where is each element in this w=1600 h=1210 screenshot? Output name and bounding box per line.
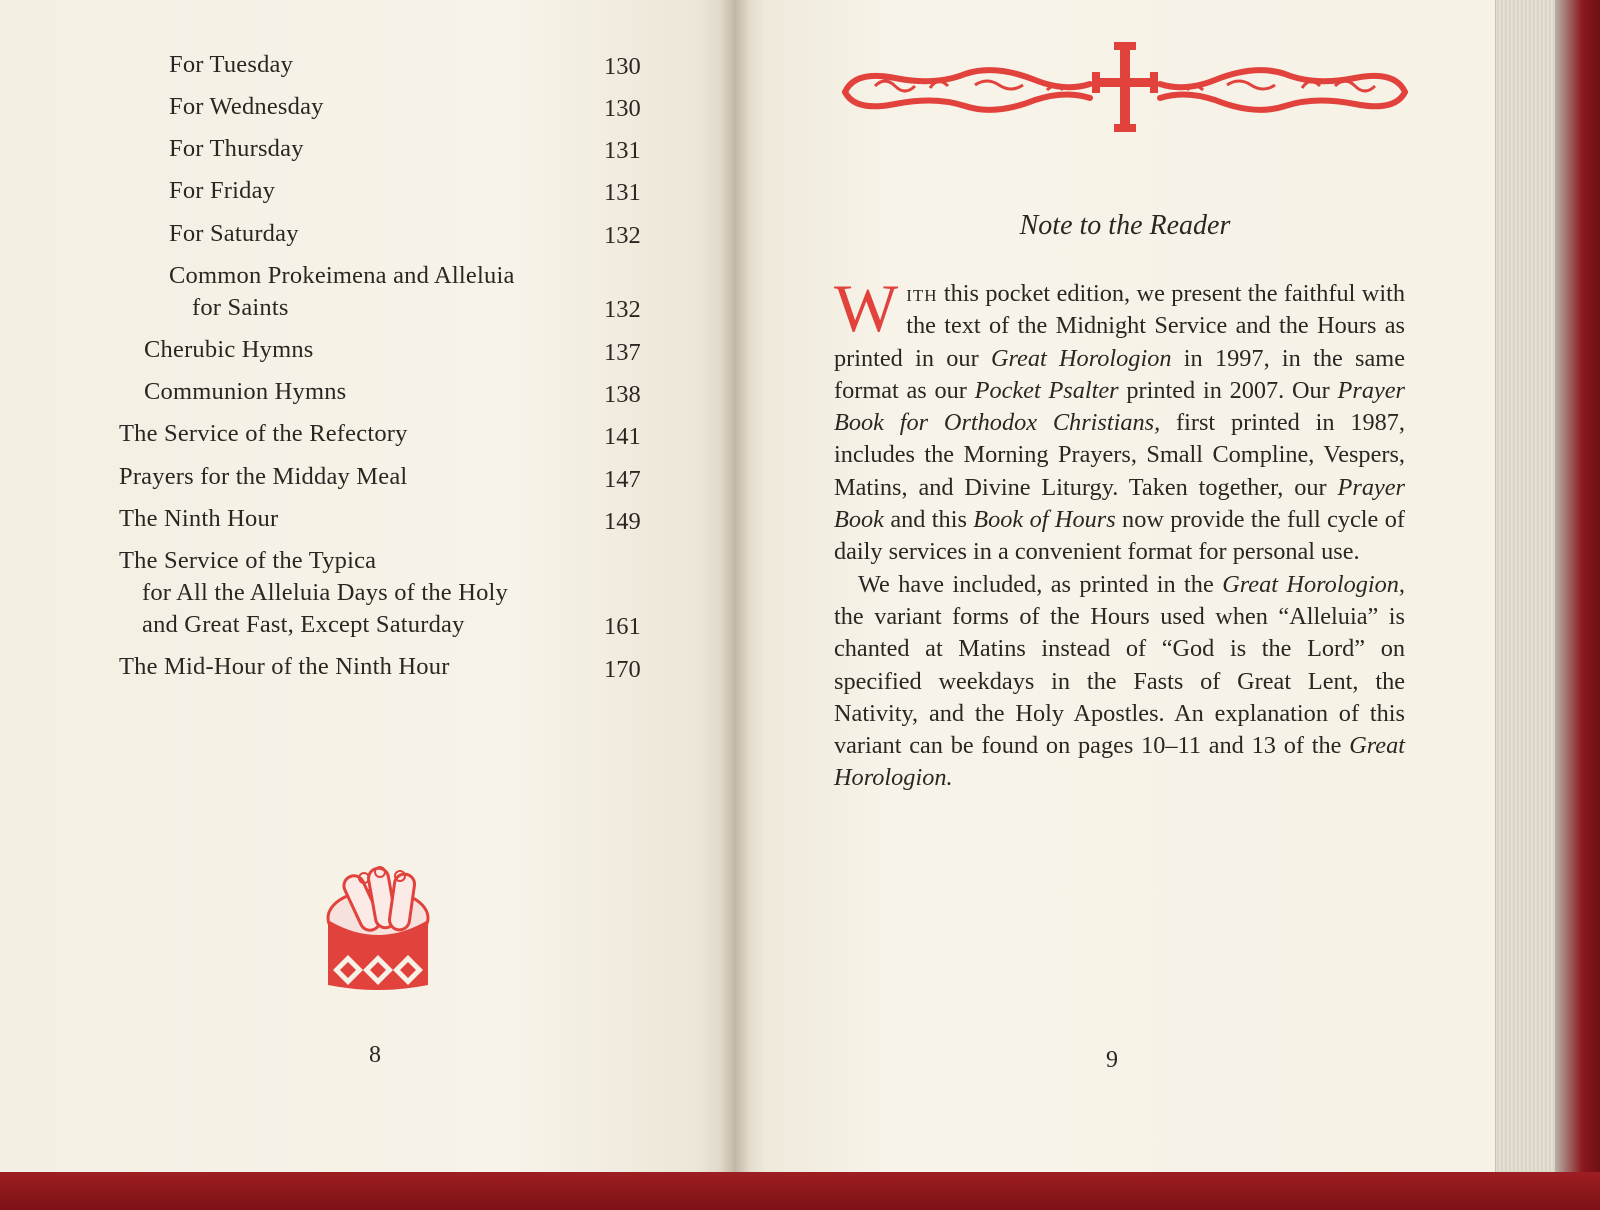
spine-shadow [720, 0, 750, 1172]
toc-entry-title-continued: for All the Alleluia Days of the Holy [142, 579, 508, 606]
note-body [834, 270, 1405, 795]
toc-entry-title: For Friday [169, 177, 276, 204]
toc-entry-title: Cherubic Hymns [144, 336, 314, 363]
text-run: and this [883, 506, 974, 534]
text-run: now provide the full cycle of daily services in a convenient format for personal use. [834, 506, 1405, 566]
toc-entry-title: The Mid-Hour of the Ninth Hour [119, 653, 450, 680]
toc-entry-title: For Wednesday [169, 93, 324, 120]
lead-words: ith [906, 280, 938, 307]
toc-entry-page: 147 [604, 466, 641, 493]
toc-entry-title: Prayers for the Midday Meal [119, 463, 408, 490]
toc-entry-page: 132 [604, 296, 641, 323]
italic-title: Book of Hours [973, 506, 1116, 534]
toc-entry-title: Communion Hymns [144, 378, 347, 405]
toc-entry-title: The Service of the Typica [119, 547, 377, 574]
page-number-left: 8 [369, 1042, 381, 1068]
toc-entry-page: 131 [604, 137, 641, 164]
italic-title: Great Horologion. [834, 732, 1405, 792]
toc-entry-page: 138 [604, 381, 641, 408]
italic-title: Pocket Psalter [974, 376, 1119, 404]
toc-entry-title: Common Prokeimena and Alleluia [169, 262, 515, 289]
text-run: printed in 2007. Our [1118, 376, 1338, 404]
toc-entry-title-continued: for Saints [192, 294, 289, 321]
cover-edge [1555, 0, 1600, 1172]
toc-entry-page: 161 [604, 613, 641, 640]
toc-entry-page: 170 [604, 656, 641, 683]
toc-entry-page: 130 [604, 95, 641, 122]
toc-entry-title: The Service of the Refectory [119, 420, 408, 447]
bottom-cover [0, 1172, 1600, 1210]
toc-entry-page: 141 [604, 423, 641, 450]
italic-title: Great Horologion, [1222, 570, 1405, 598]
italic-title: Prayer Book for Orthodox Christians, [834, 376, 1405, 437]
toc-entry-page: 149 [604, 508, 641, 535]
page-number-right: 9 [1106, 1047, 1118, 1073]
toc-entry-page: 130 [604, 53, 641, 80]
toc-entry-page: 132 [604, 222, 641, 249]
toc-entry-title: For Saturday [169, 220, 299, 247]
toc-entry-page: 131 [604, 179, 641, 206]
section-title: Note to the Reader [1019, 210, 1231, 241]
italic-title: Prayer Book [834, 473, 1405, 534]
toc-entry-title: For Thursday [169, 135, 304, 162]
toc-entry-page: 137 [604, 339, 641, 366]
page-edges [1495, 0, 1556, 1172]
text-run: first printed in 1987, includes the Morning Prayers, Small Compline, Vespers, Matins, and Divine Liturgy. Taken together, our [834, 409, 1405, 501]
bread-basket-icon [318, 860, 438, 996]
drop-cap: W [834, 270, 899, 346]
italic-title: Great Horologion [990, 344, 1172, 372]
text-run: the variant forms of the Hours used when “Alleluia” is chanted at Matins instead of “God is the Lord” on specified weekdays in the Fasts of Great Lent, the Nativity, and the Holy Apostles. An explanation of this variant can be found on pages 10–11 and 13 of the [834, 602, 1405, 760]
text-run: this pocket edition, we present the faithful with the text of the Midnight Service and the Hours as printed in our [834, 280, 1405, 372]
toc-entry-title: For Tuesday [169, 51, 294, 78]
toc-entry-title-continued: and Great Fast, Except Saturday [142, 611, 465, 638]
text-run: in 1997, in the same format as our [834, 344, 1405, 404]
toc-entry-title: The Ninth Hour [119, 505, 279, 532]
cross-headpiece-icon [835, 40, 1415, 135]
text-run: We have included, as printed in the [858, 570, 1223, 598]
paragraph-2 [834, 569, 1405, 795]
paragraph-1 [834, 270, 1405, 569]
